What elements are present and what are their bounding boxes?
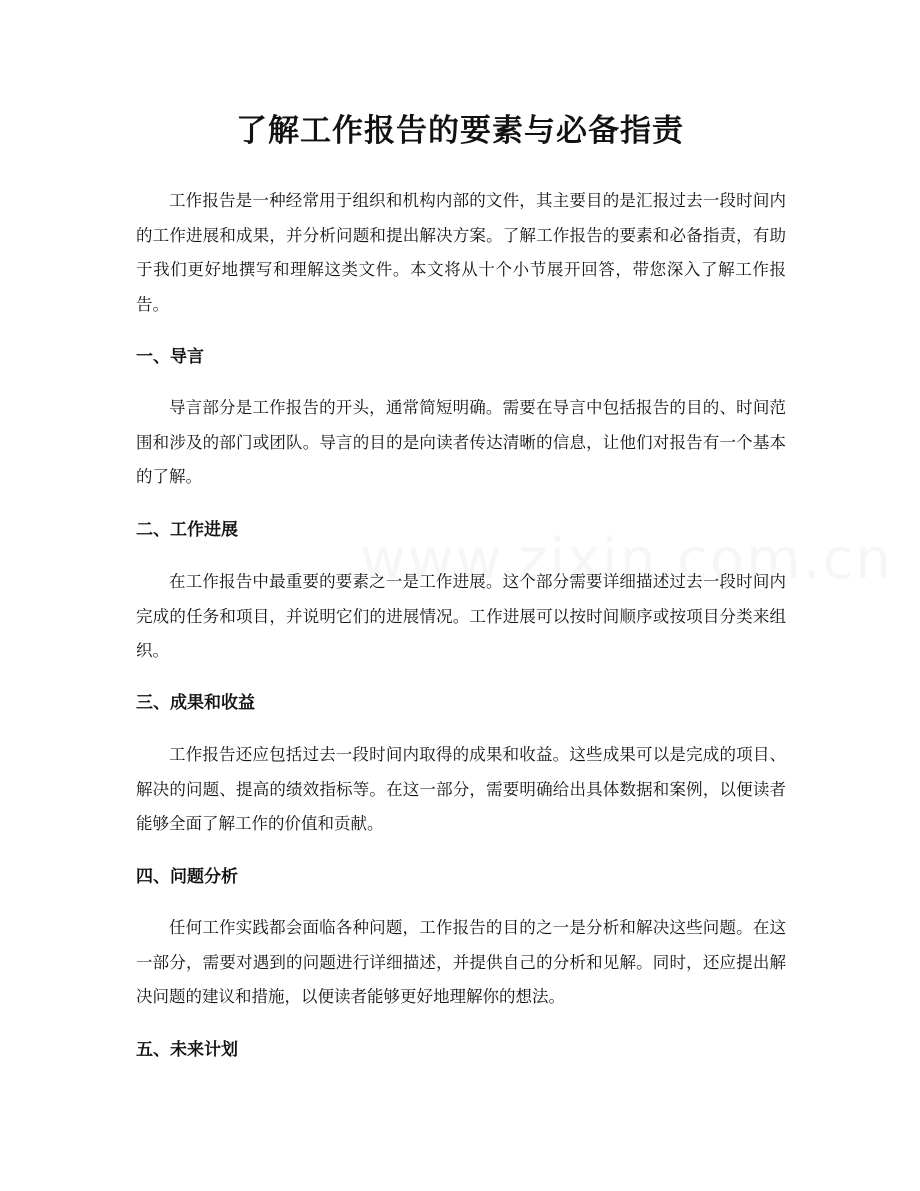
section-body-progress: 在工作报告中最重要的要素之一是工作进展。这个部分需要详细描述过去一段时间内完成的任务和项目，并说明它们的进展情况。工作进展可以按时间顺序或按项目分类来组织。 [136,572,786,660]
section-body-results: 工作报告还应包括过去一段时间内取得的成果和收益。这些成果可以是完成的项目、解决的问题、提高的绩效指标等。在这一部分，需要明确给出具体数据和案例，以便读者能够全面了解工作的价值和贡献。 [136,745,786,833]
section-body-issues: 任何工作实践都会面临各种问题，工作报告的目的之一是分析和解决这些问题。在这一部分，需要对遇到的问题进行详细描述，并提供自己的分析和见解。同时，还应提出解决问题的建议和措施，以便读者能够更好地理解你的想法。 [136,918,786,1006]
section-heading-issues: 四、问题分析 [136,867,238,887]
section-heading-progress: 二、工作进展 [136,520,238,540]
intro-paragraph: 工作报告是一种经常用于组织和机构内部的文件，其主要目的是汇报过去一段时间内的工作进展和成果，并分析问题和提出解决方案。了解工作报告的要素和必备指责，有助于我们更好地撰写和理解这类文件。本文将从十个小节展开回答，带您深入了解工作报告。 [136,191,786,314]
section-heading-plans: 五、未来计划 [136,1040,238,1060]
section-heading-results: 三、成果和收益 [136,693,255,713]
section-heading-intro: 一、导言 [136,347,204,367]
document-title: 了解工作报告的要素与必备指责 [236,113,684,149]
section-body-intro: 导言部分是工作报告的开头，通常简短明确。需要在导言中包括报告的目的、时间范围和涉及的部门或团队。导言的目的是向读者传达清晰的信息，让他们对报告有一个基本的了解。 [136,398,786,486]
